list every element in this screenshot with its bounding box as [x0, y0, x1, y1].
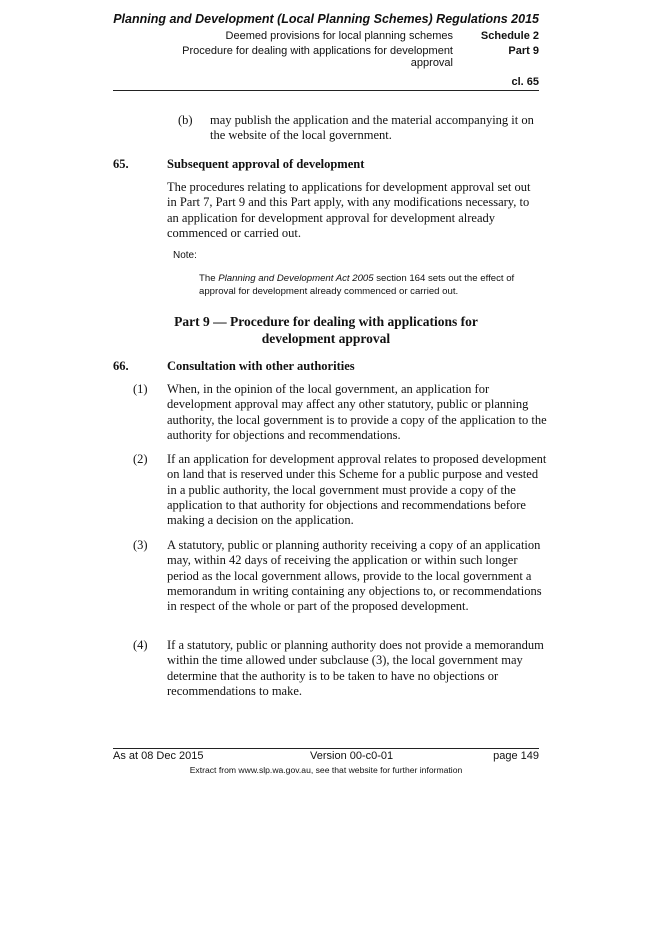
header-part-caption-line1: Procedure for dealing with applications for development	[182, 45, 453, 57]
footer-extract-notice: Extract from www.slp.wa.gov.au, see that website for further information	[189, 765, 463, 775]
footer-version: Version 00-c0-01	[310, 750, 394, 762]
footer-date: As at 08 Dec 2015	[113, 750, 204, 762]
footer-divider	[113, 748, 539, 749]
header-row-schedule	[113, 30, 539, 42]
note-act-title: Planning and Development Act 2005	[218, 273, 374, 284]
part-9-heading-line1: Part 9 — Procedure for dealing with applications for	[174, 314, 478, 329]
section-66-heading: Consultation with other authorities	[167, 359, 355, 373]
running-header-title: Planning and Development (Local Planning Schemes) Regulations 2015	[113, 12, 539, 26]
header-row-clause	[113, 76, 539, 88]
header-part-caption-line2: approval	[410, 57, 453, 69]
header-part-label: Part 9	[508, 45, 539, 57]
header-schedule-caption: Deemed provisions for local planning schemes	[225, 30, 453, 42]
part-9-heading-line2: development approval	[261, 331, 391, 346]
subclause-3-text: A statutory, public or planning authority receiving a copy of an application may, within 42 days of receiving the application or within such longer period as the local government allows, provide to the local government a memorandum in writing containing any objections to, or recommendations in respect of the whole or part of the proposed development.	[167, 538, 542, 614]
subclause-1-text: When, in the opinion of the local government, an application for development approval may affect any other statutory, public or planning authority, the local government is to provide a copy of the application to the authority for objections and recommendations.	[167, 382, 547, 442]
section-65-text: The procedures relating to applications for development approval set out in Part 7, Part 9 and this Part apply, with any modifications necessary, to an application for development approval for development already commenced or carried out.	[167, 180, 531, 240]
note-text-post: section 164 sets out the effect of approval for development already commenced or carried out.	[199, 273, 515, 297]
note-text	[199, 273, 544, 298]
section-65-number: 65.	[113, 157, 129, 171]
note-label: Note:	[173, 250, 197, 261]
subclause-3-number: (3)	[133, 538, 148, 552]
section-65-heading: Subsequent approval of development	[167, 157, 365, 171]
section-66-number: 66.	[113, 359, 129, 373]
subclause-2-text: If an application for development approval relates to proposed development on land that is reserved under this Scheme for a public purpose and vested in a public authority, the local government must provide a copy of the application to that authority for objections and recommendations before making a decision on the application.	[167, 452, 547, 528]
footer-page-number: page 149	[493, 750, 539, 762]
note-text-pre: The	[199, 273, 219, 284]
header-part-caption	[182, 45, 453, 69]
subclause-4-number: (4)	[133, 638, 148, 652]
para-b-label: (b)	[178, 113, 193, 127]
header-schedule-label: Schedule 2	[480, 30, 539, 42]
subclause-2-number: (2)	[133, 452, 148, 466]
header-clause-label: cl. 65	[511, 76, 539, 88]
subclause-1-number: (1)	[133, 382, 148, 396]
header-divider	[113, 90, 539, 91]
subclause-4-text: If a statutory, public or planning authority does not provide a memorandum within the time allowed under subclause (3), the local government may determine that the authority is to be taken to have no objections or recommendations to make.	[167, 638, 544, 698]
para-b-text: may publish the application and the material accompanying it on the website of the local government.	[210, 113, 534, 143]
part-9-heading	[113, 313, 539, 347]
header-row-part	[113, 45, 539, 69]
